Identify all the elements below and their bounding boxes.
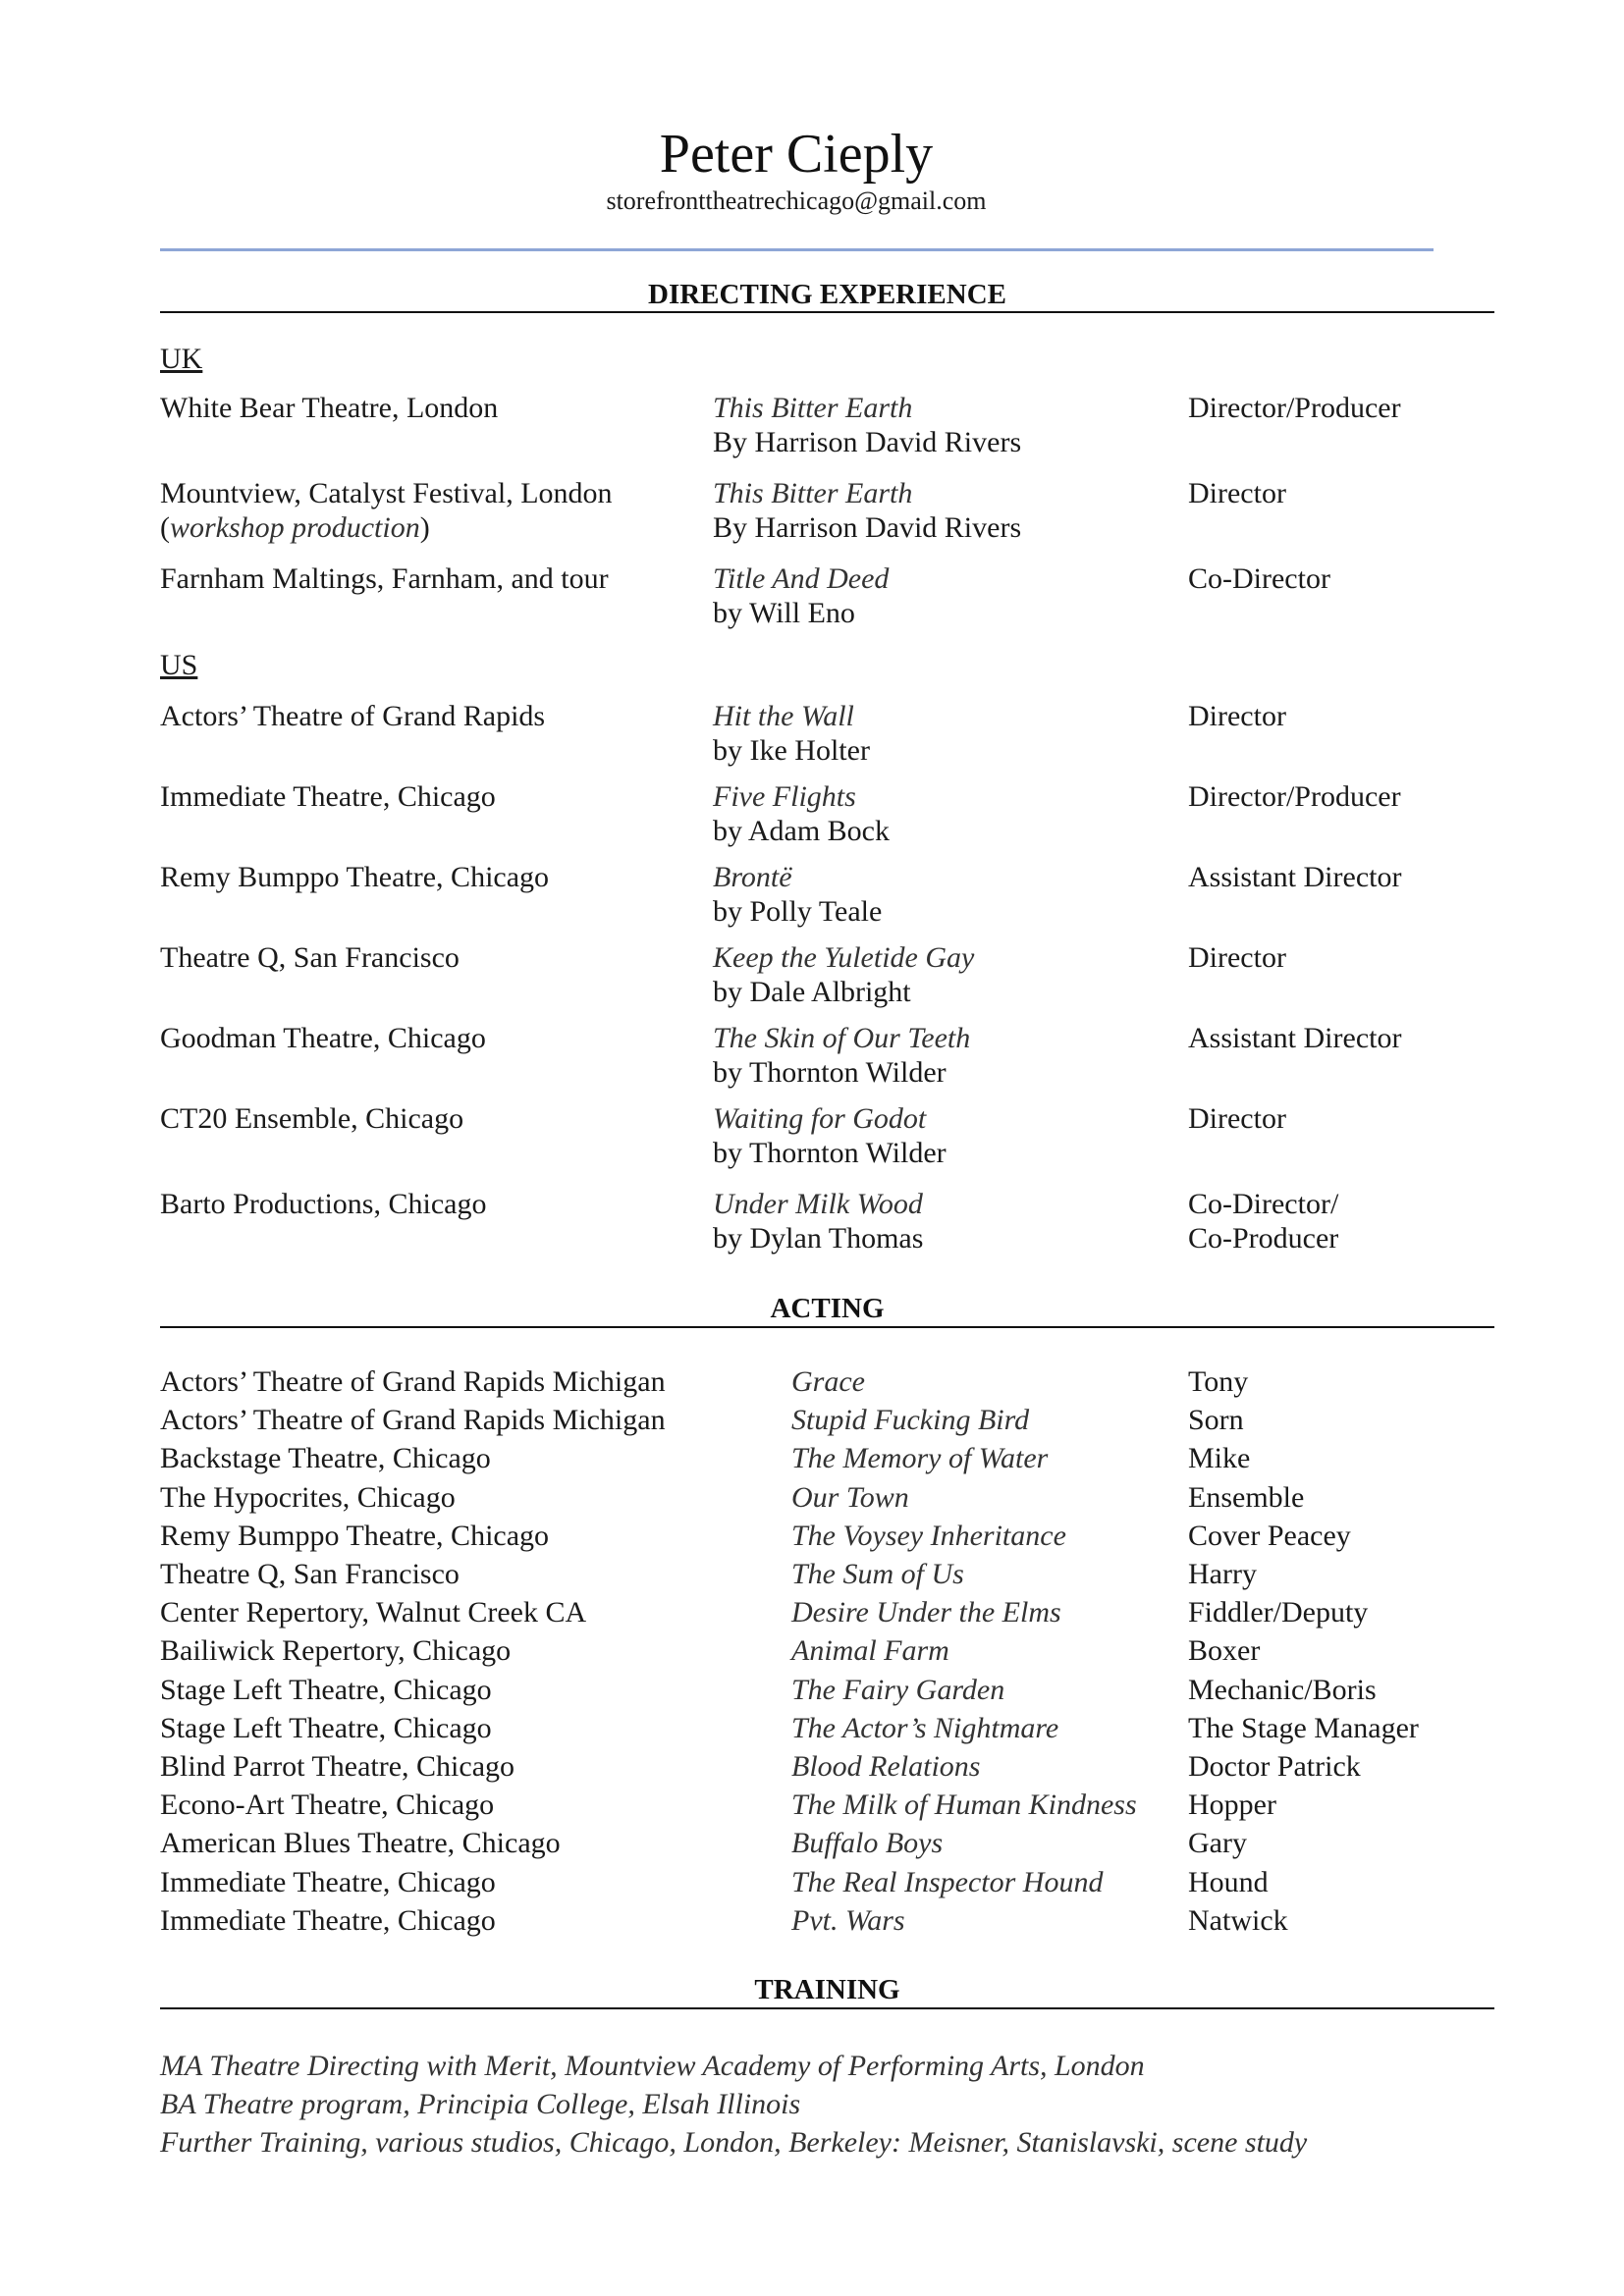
venue: Mountview, Catalyst Festival, London	[160, 477, 613, 509]
venue: White Bear Theatre, London	[160, 392, 499, 424]
role: Ensemble	[1188, 1481, 1305, 1514]
training-item: MA Theatre Directing with Merit, Mountview Academy of Performing Arts, London	[160, 2050, 1145, 2082]
play-title: Desire Under the Elms	[791, 1596, 1061, 1629]
play-title: The Milk of Human Kindness	[791, 1789, 1137, 1821]
role: Boxer	[1188, 1634, 1261, 1667]
play-title: Five Flights	[713, 780, 856, 813]
role: Director/Producer	[1188, 780, 1401, 813]
role: Fiddler/Deputy	[1188, 1596, 1369, 1629]
role: Cover Peacey	[1188, 1520, 1351, 1552]
role-continued: Co-Producer	[1188, 1222, 1339, 1255]
role: Director	[1188, 477, 1286, 509]
resume-name: Peter Cieply	[659, 124, 934, 185]
play-author: by Polly Teale	[713, 895, 883, 928]
play-title: The Skin of Our Teeth	[713, 1022, 971, 1054]
venue: Barto Productions, Chicago	[160, 1188, 487, 1220]
venue-note: workshop production	[170, 511, 420, 544]
role: Mechanic/Boris	[1188, 1674, 1377, 1706]
role: Director	[1188, 941, 1286, 974]
venue: Remy Bumppo Theatre, Chicago	[160, 1520, 550, 1552]
section-divider	[160, 1326, 1494, 1328]
play-title: Waiting for Godot	[713, 1102, 927, 1135]
venue: Actors’ Theatre of Grand Rapids	[160, 700, 546, 732]
play-author: by Adam Bock	[713, 815, 890, 847]
venue: Actors’ Theatre of Grand Rapids Michigan	[160, 1365, 666, 1398]
venue: The Hypocrites, Chicago	[160, 1481, 456, 1514]
role: Co-Director	[1188, 562, 1330, 595]
role: Assistant Director	[1188, 1022, 1402, 1054]
play-title: This Bitter Earth	[713, 477, 913, 509]
venue: American Blues Theatre, Chicago	[160, 1827, 561, 1859]
play-title: Blood Relations	[791, 1750, 981, 1783]
role: Hound	[1188, 1866, 1269, 1898]
play-title: Stupid Fucking Bird	[791, 1404, 1030, 1436]
role: Doctor Patrick	[1188, 1750, 1361, 1783]
play-title: The Voysey Inheritance	[791, 1520, 1066, 1552]
play-title: Hit the Wall	[713, 700, 854, 732]
play-title: Grace	[791, 1365, 865, 1398]
venue: CT20 Ensemble, Chicago	[160, 1102, 464, 1135]
role: Director/Producer	[1188, 392, 1401, 424]
play-author: by Will Eno	[713, 597, 855, 629]
venue: Backstage Theatre, Chicago	[160, 1442, 491, 1474]
venue: Farnham Maltings, Farnham, and tour	[160, 562, 609, 595]
section-title-training: TRAINING	[754, 1974, 900, 2005]
play-author: by Dylan Thomas	[713, 1222, 924, 1255]
role: Natwick	[1188, 1904, 1288, 1937]
play-title: The Actor’s Nightmare	[791, 1712, 1059, 1744]
role: Tony	[1188, 1365, 1249, 1398]
play-title: The Sum of Us	[791, 1558, 964, 1590]
header-divider	[160, 248, 1434, 251]
subsection-us-label: US	[160, 649, 198, 681]
role: Mike	[1188, 1442, 1251, 1474]
resume-page: Peter Cieply storefronttheatrechicago@gmail.com DIRECTING EXPERIENCE UK White Bear Theatre, London This Bitter Earth By Harrison David Rivers Director/Producer Mountview, Catalyst Festival, London (workshop production) This Bitter Earth By Harrison David Rivers Director Farnham Maltings, Farnham, and tour Title And Deed by Will Eno Co-Director US Actors’ Theatre of Grand Rapids Hit the Wall by Ike Holter Director Immediate Theatre, Chicago Five Flights by Adam Bock Director/Producer Remy Bumppo Theatre, Chicago Brontë by Polly Teale Assistant Director Theatre Q, San Francisco Keep the Yuletide Gay by Dale Albright Director Goodman Theatre, Chicago The Skin of Our Teeth by Thornton Wilder Assistant Director CT20 Ensemble, Chicago Waiting for Godot by Thornton Wilder Director Barto Productions, Chicago Under Milk Wood by Dylan Thomas Co-Director/ Co-Producer ACTING Actors’ Theatre of Grand Rapids Michigan Grace Tony Actors’ Theatre of Grand Rapids Michigan Stupid Fucking Bird Sorn Backstage Theatre, Chicago The Memory of Water Mike The Hypocrites, Chicago Our Town Ensemble Remy Bumppo Theatre, Chicago The Voysey Inheritance Cover Peacey Theatre Q, San Francisco The Sum of Us Harry Center Repertory, Walnut Creek CA Desire Under the Elms Fiddler/Deputy Bailiwick Repertory, Chicago Animal Farm Boxer Stage Left Theatre, Chicago The Fairy Garden Mechanic/Boris Stage Left Theatre, Chicago The Actor’s Nightmare The Stage Manager Blind Parrot Theatre, Chicago Blood Relations Doctor Patrick Econo-Art Theatre, Chicago The Milk of Human Kindness Hopper American Blues Theatre, Chicago Buffalo Boys Gary Immediate Theatre, Chicago The Real Inspector Hound Hound Immediate Theatre, Chicago Pvt. Wars Natwick TRAINING MA Theatre Directing with Merit, Mountview Academy of Performing Arts, London BA Theatre program, Principia College, Elsah Illinois Further Training, various studios, Chicago, London, Berkeley: Meisner, Stanislavski, scene study	[0, 0, 1624, 2296]
venue: Remy Bumppo Theatre, Chicago	[160, 861, 550, 893]
venue: Stage Left Theatre, Chicago	[160, 1712, 492, 1744]
play-title: Animal Farm	[791, 1634, 949, 1667]
training-item: BA Theatre program, Principia College, Elsah Illinois	[160, 2088, 801, 2120]
venue: Theatre Q, San Francisco	[160, 941, 460, 974]
play-author: by Ike Holter	[713, 734, 870, 767]
play-author: By Harrison David Rivers	[713, 511, 1022, 544]
role: Hopper	[1188, 1789, 1276, 1821]
play-title: The Fairy Garden	[791, 1674, 1005, 1706]
venue: Actors’ Theatre of Grand Rapids Michigan	[160, 1404, 666, 1436]
play-title: Under Milk Wood	[713, 1188, 923, 1220]
play-title: Title And Deed	[713, 562, 890, 595]
section-title-acting: ACTING	[770, 1293, 885, 1324]
section-divider	[160, 2007, 1494, 2009]
venue: Immediate Theatre, Chicago	[160, 1866, 496, 1898]
role: Sorn	[1188, 1404, 1244, 1436]
role: The Stage Manager	[1188, 1712, 1419, 1744]
section-title-directing: DIRECTING EXPERIENCE	[648, 279, 1006, 310]
contact-email[interactable]: storefronttheatrechicago@gmail.com	[606, 187, 987, 215]
play-author: By Harrison David Rivers	[713, 426, 1022, 458]
play-title: This Bitter Earth	[713, 392, 913, 424]
venue: Goodman Theatre, Chicago	[160, 1022, 486, 1054]
section-divider	[160, 311, 1494, 313]
venue: Blind Parrot Theatre, Chicago	[160, 1750, 515, 1783]
subsection-uk-label: UK	[160, 343, 203, 375]
venue: Bailiwick Repertory, Chicago	[160, 1634, 512, 1667]
play-title: The Real Inspector Hound	[791, 1866, 1104, 1898]
play-author: by Dale Albright	[713, 976, 911, 1008]
role: Director	[1188, 1102, 1286, 1135]
role: Gary	[1188, 1827, 1247, 1859]
play-author: by Thornton Wilder	[713, 1137, 947, 1169]
training-item: Further Training, various studios, Chicago, London, Berkeley: Meisner, Stanislavski, scene study	[160, 2126, 1308, 2159]
role: Co-Director/	[1188, 1188, 1339, 1220]
play-title: Pvt. Wars	[791, 1904, 905, 1937]
play-title: Buffalo Boys	[791, 1827, 944, 1859]
play-title: Brontë	[713, 861, 792, 893]
role: Assistant Director	[1188, 861, 1402, 893]
venue: Center Repertory, Walnut Creek CA	[160, 1596, 587, 1629]
venue: Stage Left Theatre, Chicago	[160, 1674, 492, 1706]
venue: Theatre Q, San Francisco	[160, 1558, 460, 1590]
play-title: Keep the Yuletide Gay	[713, 941, 975, 974]
venue: Immediate Theatre, Chicago	[160, 780, 496, 813]
role: Director	[1188, 700, 1286, 732]
venue: Econo-Art Theatre, Chicago	[160, 1789, 495, 1821]
role: Harry	[1188, 1558, 1257, 1590]
venue: Immediate Theatre, Chicago	[160, 1904, 496, 1937]
play-author: by Thornton Wilder	[713, 1056, 947, 1089]
play-title: Our Town	[791, 1481, 909, 1514]
play-title: The Memory of Water	[791, 1442, 1049, 1474]
